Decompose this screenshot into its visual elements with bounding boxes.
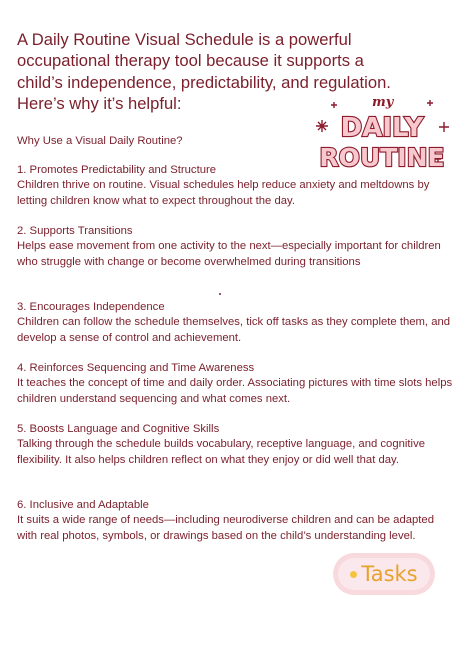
- badge-routine: ROUTINE: [319, 143, 445, 170]
- section-heading: Why Use a Visual Daily Routine?: [17, 135, 183, 147]
- badge-my: my: [372, 95, 394, 110]
- section-body: Helps ease movement from one activity to the next—especially important for children who struggle with change or become overwhelmed during transitions: [17, 240, 441, 268]
- stray-dot: [219, 293, 221, 295]
- dot-icon: [350, 571, 357, 578]
- section-title: 6. Inclusive and Adaptable: [17, 499, 149, 511]
- section-6: [17, 498, 457, 544]
- badge-daily: DAILY: [340, 113, 424, 143]
- section-4: [17, 361, 457, 407]
- section-title: 2. Supports Transitions: [17, 225, 133, 237]
- tasks-button[interactable]: [333, 553, 435, 595]
- section-1: [17, 163, 457, 209]
- section-body: Children thrive on routine. Visual schedules help reduce anxiety and meltdowns by letting children know what to expect throughout the day.: [17, 179, 430, 207]
- tasks-button-inner: [338, 558, 430, 590]
- section-title: 3. Encourages Independence: [17, 301, 165, 313]
- section-3: [17, 300, 457, 346]
- section-5: [17, 422, 457, 468]
- section-body: Talking through the schedule builds vocabulary, receptive language, and cognitive flexibility. It also helps children reflect on what they enjoy or did well that day.: [17, 438, 426, 466]
- section-body: It teaches the concept of time and daily order. Associating pictures with time slots helps children understand sequencing and what comes next.: [17, 377, 453, 405]
- section-title: 1. Promotes Predictability and Structure: [17, 164, 217, 176]
- tasks-label: Tasks: [361, 562, 418, 586]
- section-2: [17, 224, 457, 270]
- section-title: 5. Boosts Language and Cognitive Skills: [17, 423, 220, 435]
- my-daily-routine-badge: [312, 90, 452, 170]
- section-title: 4. Reinforces Sequencing and Time Awareness: [17, 362, 255, 374]
- section-body: It suits a wide range of needs—including neurodiverse children and can be adapted with real photos, symbols, or drawings based on the child’s understanding level.: [17, 514, 435, 542]
- section-body: Children can follow the schedule themselves, tick off tasks as they complete them, and develop a sense of control and achievement.: [17, 316, 451, 344]
- intro-paragraph: A Daily Routine Visual Schedule is a powerful occupational therapy tool because it supports a child’s independence, predictability, and regulation. Here’s why it’s helpful:: [17, 30, 391, 114]
